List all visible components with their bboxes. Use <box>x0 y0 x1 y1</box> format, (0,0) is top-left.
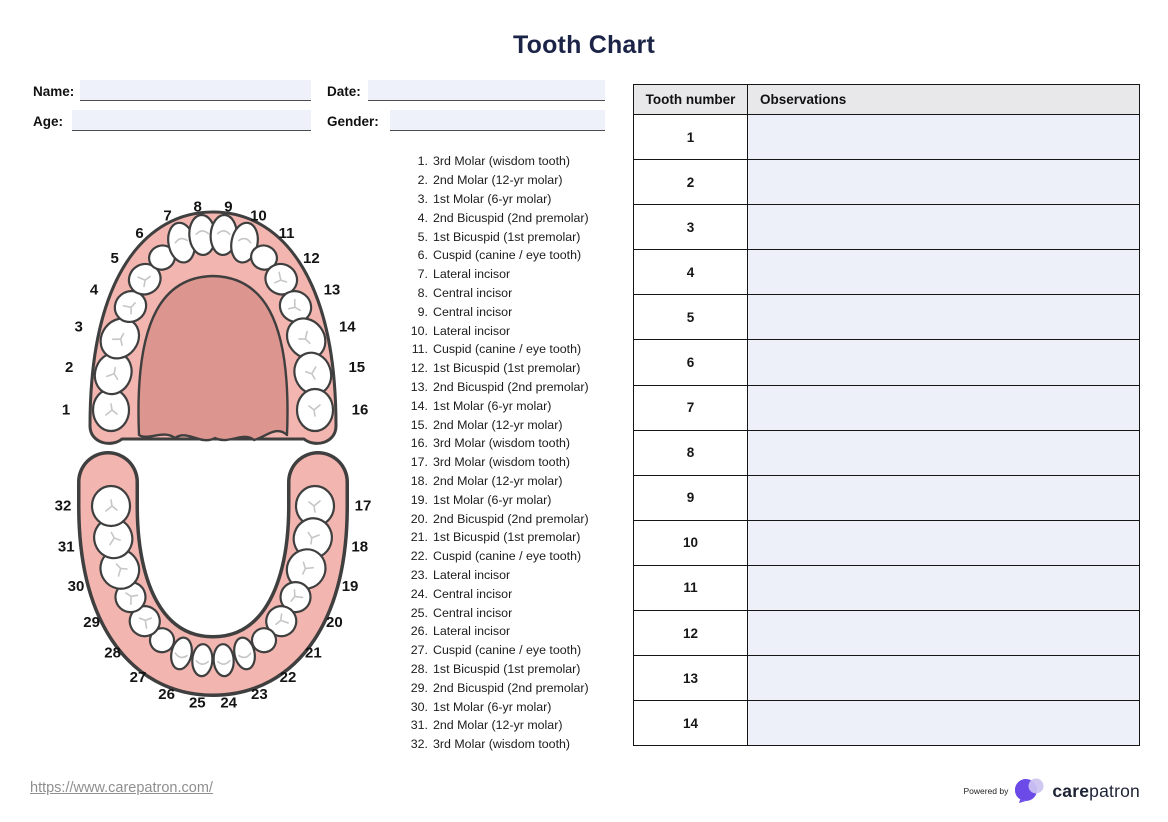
observation-cell[interactable] <box>748 250 1140 295</box>
tooth-list-number: 15. <box>410 417 428 432</box>
age-label: Age: <box>33 114 63 129</box>
tooth-number-label: 17 <box>354 497 372 515</box>
powered-by-label: Powered by <box>963 786 1009 796</box>
tooth-list-number: 13. <box>410 379 428 394</box>
gender-label: Gender: <box>327 114 379 129</box>
table-row <box>634 430 1140 475</box>
table-row <box>634 656 1140 701</box>
tooth-list-number: 24. <box>410 586 428 601</box>
tooth-list-item <box>398 716 613 735</box>
tooth-list-item <box>398 190 613 209</box>
tooth-number-label: 14 <box>338 318 356 336</box>
tooth-number-cell: 12 <box>634 611 748 656</box>
tooth-list-label: Central incisor <box>433 304 513 319</box>
carepatron-url-link[interactable]: https://www.carepatron.com/ <box>30 780 213 796</box>
tooth-list-item <box>398 302 613 321</box>
date-label: Date: <box>327 84 361 99</box>
tooth-list-label: 3rd Molar (wisdom tooth) <box>433 154 571 169</box>
tooth-number-label: 18 <box>351 538 369 556</box>
tooth-number-cell: 8 <box>634 430 748 475</box>
tooth-number-label: 7 <box>163 207 172 225</box>
tooth-name-list <box>398 152 613 754</box>
tooth-list-label: 2nd Molar (12-yr molar) <box>433 718 563 733</box>
observation-cell[interactable] <box>748 565 1140 610</box>
tooth-list-label: 2nd Bicuspid (2nd premolar) <box>433 379 589 394</box>
gender-field[interactable] <box>390 110 605 131</box>
tooth-number-label: 5 <box>110 249 119 267</box>
tooth-shape-1 <box>93 389 129 431</box>
tooth-number-label: 4 <box>89 281 99 299</box>
brand-care: care <box>1052 780 1090 801</box>
tooth-list-item <box>398 678 613 697</box>
tooth-list-label: 1st Molar (6-yr molar) <box>433 398 552 413</box>
tooth-list-label: 1st Bicuspid (1st premolar) <box>433 361 581 376</box>
tooth-list-number: 14. <box>410 398 428 413</box>
tooth-list-item <box>398 152 613 171</box>
tooth-list-number: 21. <box>410 530 428 545</box>
tooth-list-item <box>398 584 613 603</box>
tooth-number-label: 26 <box>158 685 175 703</box>
observation-cell[interactable] <box>748 656 1140 701</box>
tooth-list-number: 19. <box>410 492 428 507</box>
tooth-list-item <box>398 509 613 528</box>
tooth-list-number: 8. <box>417 285 428 300</box>
tooth-list-number: 25. <box>410 605 428 620</box>
tooth-list-label: Central incisor <box>433 285 513 300</box>
tooth-list-number: 10. <box>410 323 428 338</box>
tooth-list-item <box>398 641 613 660</box>
tooth-list-label: 2nd Bicuspid (2nd premolar) <box>433 210 589 225</box>
tooth-list-number: 22. <box>410 549 428 564</box>
tooth-list-label: Central incisor <box>433 586 513 601</box>
tooth-list-number: 20. <box>410 511 428 526</box>
tooth-list-item <box>398 547 613 566</box>
tooth-number-label: 16 <box>351 401 369 419</box>
tooth-number-label: 2 <box>65 359 74 377</box>
tooth-list-number: 17. <box>410 455 428 470</box>
tooth-number-label: 20 <box>326 613 343 631</box>
observations-table-header <box>634 85 1140 115</box>
tooth-list-number: 12. <box>410 361 428 376</box>
tooth-number-label: 24 <box>220 694 238 712</box>
observation-cell[interactable] <box>748 611 1140 656</box>
tooth-list-label: Lateral incisor <box>433 567 511 582</box>
tooth-list-number: 3. <box>417 191 428 206</box>
tooth-list-label: Lateral incisor <box>433 267 511 282</box>
tooth-list-item <box>398 227 613 246</box>
tooth-number-label: 28 <box>104 644 121 662</box>
tooth-number-cell: 3 <box>634 205 748 250</box>
tooth-list-label: 3rd Molar (wisdom tooth) <box>433 455 571 470</box>
tooth-number-cell: 1 <box>634 115 748 160</box>
brand-wordmark <box>1052 781 1140 802</box>
table-row <box>634 250 1140 295</box>
tooth-list-item <box>398 622 613 641</box>
table-row <box>634 565 1140 610</box>
powered-by-block <box>963 777 1140 805</box>
tooth-shape-32 <box>92 486 130 526</box>
tooth-list-item <box>398 453 613 472</box>
tooth-list-item <box>398 208 613 227</box>
tooth-number-label: 29 <box>83 613 100 631</box>
tooth-list-number: 6. <box>417 248 428 263</box>
tooth-number-label: 13 <box>323 281 341 299</box>
tooth-list-number: 2. <box>417 173 428 188</box>
tooth-list-label: 2nd Molar (12-yr molar) <box>433 417 563 432</box>
tooth-list-label: 2nd Bicuspid (2nd premolar) <box>433 680 589 695</box>
logo-circle-light <box>1029 779 1044 794</box>
tooth-list-item <box>398 528 613 547</box>
tooth-list-label: Central incisor <box>433 605 513 620</box>
observations-table <box>633 84 1140 746</box>
observation-cell[interactable] <box>748 520 1140 565</box>
tooth-list-number: 30. <box>410 699 428 714</box>
tooth-list-item <box>398 265 613 284</box>
brand-patron: patron <box>1089 780 1140 801</box>
tooth-list-number: 23. <box>410 567 428 582</box>
tooth-list-number: 27. <box>410 643 428 658</box>
tooth-list-number: 32. <box>410 737 428 752</box>
tooth-list-number: 28. <box>410 661 428 676</box>
tooth-number-label: 30 <box>67 578 85 596</box>
tooth-list-label: Cuspid (canine / eye tooth) <box>433 549 582 564</box>
upper-arch-diagram <box>45 198 385 448</box>
observation-cell[interactable] <box>748 475 1140 520</box>
name-field[interactable] <box>80 80 311 101</box>
tooth-list-item <box>398 415 613 434</box>
tooth-list-label: 1st Molar (6-yr molar) <box>433 191 552 206</box>
observation-cell[interactable] <box>748 430 1140 475</box>
tooth-list-number: 4. <box>417 210 428 225</box>
table-row <box>634 475 1140 520</box>
tooth-list-number: 1. <box>417 154 428 169</box>
page-title: Tooth Chart <box>513 31 655 59</box>
tooth-number-cell: 7 <box>634 385 748 430</box>
table-row <box>634 340 1140 385</box>
tooth-number-label: 19 <box>341 578 359 596</box>
tooth-list-item <box>398 660 613 679</box>
tooth-number-label: 3 <box>74 318 83 336</box>
tooth-list-item <box>398 284 613 303</box>
tooth-number-cell: 6 <box>634 340 748 385</box>
date-field[interactable] <box>368 80 605 101</box>
tooth-number-cell: 13 <box>634 656 748 701</box>
observation-cell[interactable] <box>748 340 1140 385</box>
observation-cell[interactable] <box>748 205 1140 250</box>
tooth-list-item <box>398 396 613 415</box>
tooth-list-item <box>398 735 613 754</box>
tooth-list-label: 2nd Bicuspid (2nd premolar) <box>433 511 589 526</box>
tooth-list-label: 1st Bicuspid (1st premolar) <box>433 530 581 545</box>
tooth-list-number: 26. <box>410 624 428 639</box>
tooth-list-label: 3rd Molar (wisdom tooth) <box>433 436 571 451</box>
tooth-list-number: 7. <box>417 267 428 282</box>
observations-table-body <box>634 115 1140 746</box>
tooth-list-number: 31. <box>410 718 428 733</box>
tooth-list-number: 16. <box>410 436 428 451</box>
tooth-number-label: 32 <box>54 497 72 515</box>
table-row <box>634 611 1140 656</box>
tooth-list-item <box>398 378 613 397</box>
tooth-number-label: 1 <box>61 401 71 419</box>
tooth-list-label: 1st Molar (6-yr molar) <box>433 492 552 507</box>
tooth-list-item <box>398 490 613 509</box>
tooth-list-item <box>398 566 613 585</box>
tooth-number-label: 12 <box>303 249 320 267</box>
table-row <box>634 701 1140 746</box>
table-row <box>634 520 1140 565</box>
tooth-list-item <box>398 246 613 265</box>
lower-arch-diagram <box>45 448 385 716</box>
tooth-number-label: 23 <box>251 685 268 703</box>
tooth-number-label: 21 <box>305 644 322 662</box>
tooth-list-item <box>398 359 613 378</box>
tooth-list-label: 2nd Molar (12-yr molar) <box>433 173 563 188</box>
tooth-list-label: Cuspid (canine / eye tooth) <box>433 248 582 263</box>
tooth-number-label: 25 <box>188 694 206 712</box>
tooth-list-number: 5. <box>417 229 428 244</box>
tooth-number-label: 11 <box>278 224 295 242</box>
tooth-list-item <box>398 697 613 716</box>
observation-cell[interactable] <box>748 701 1140 746</box>
tooth-list-label: Lateral incisor <box>433 624 511 639</box>
tooth-number-label: 8 <box>193 198 202 216</box>
observation-cell[interactable] <box>748 115 1140 160</box>
tooth-list-item <box>398 472 613 491</box>
tooth-number-header: Tooth number <box>634 85 748 115</box>
table-row <box>634 295 1140 340</box>
tooth-number-cell: 10 <box>634 520 748 565</box>
tooth-list-label: Cuspid (canine / eye tooth) <box>433 342 582 357</box>
tooth-number-cell: 5 <box>634 295 748 340</box>
tooth-number-cell: 4 <box>634 250 748 295</box>
tooth-list-item <box>398 434 613 453</box>
tooth-list-label: 3rd Molar (wisdom tooth) <box>433 737 571 752</box>
tooth-number-cell: 14 <box>634 701 748 746</box>
tooth-list-number: 11. <box>411 342 428 357</box>
observations-header: Observations <box>748 85 1140 115</box>
tooth-list-label: 1st Molar (6-yr molar) <box>433 699 552 714</box>
tooth-number-cell: 11 <box>634 565 748 610</box>
tooth-list-item <box>398 171 613 190</box>
tooth-list-label: 1st Bicuspid (1st premolar) <box>433 661 581 676</box>
tooth-list-label: 1st Bicuspid (1st premolar) <box>433 229 581 244</box>
tooth-number-cell: 9 <box>634 475 748 520</box>
tooth-number-label: 10 <box>250 207 267 225</box>
table-row <box>634 385 1140 430</box>
tooth-number-label: 22 <box>279 668 297 686</box>
carepatron-logo-icon <box>1015 777 1045 805</box>
tooth-shape-16 <box>297 389 333 431</box>
tooth-list-number: 18. <box>410 473 428 488</box>
tooth-number-label: 6 <box>135 224 144 242</box>
observation-cell[interactable] <box>748 385 1140 430</box>
tooth-list-label: Lateral incisor <box>433 323 511 338</box>
tooth-list-number: 29. <box>410 680 428 695</box>
tooth-number-label: 9 <box>224 198 233 216</box>
observation-cell[interactable] <box>748 160 1140 205</box>
tooth-list-label: 2nd Molar (12-yr molar) <box>433 473 563 488</box>
tooth-number-cell: 2 <box>634 160 748 205</box>
table-row <box>634 205 1140 250</box>
tooth-number-label: 31 <box>57 538 75 556</box>
tooth-list-number: 9. <box>417 304 428 319</box>
table-row <box>634 115 1140 160</box>
tooth-list-label: Cuspid (canine / eye tooth) <box>433 643 582 658</box>
tooth-list-item <box>398 603 613 622</box>
tooth-list-item <box>398 340 613 359</box>
tooth-number-label: 15 <box>348 359 366 377</box>
tooth-number-label: 27 <box>129 668 147 686</box>
name-label: Name: <box>33 84 75 99</box>
age-field[interactable] <box>72 110 311 131</box>
table-row <box>634 160 1140 205</box>
observation-cell[interactable] <box>748 295 1140 340</box>
tooth-list-item <box>398 321 613 340</box>
